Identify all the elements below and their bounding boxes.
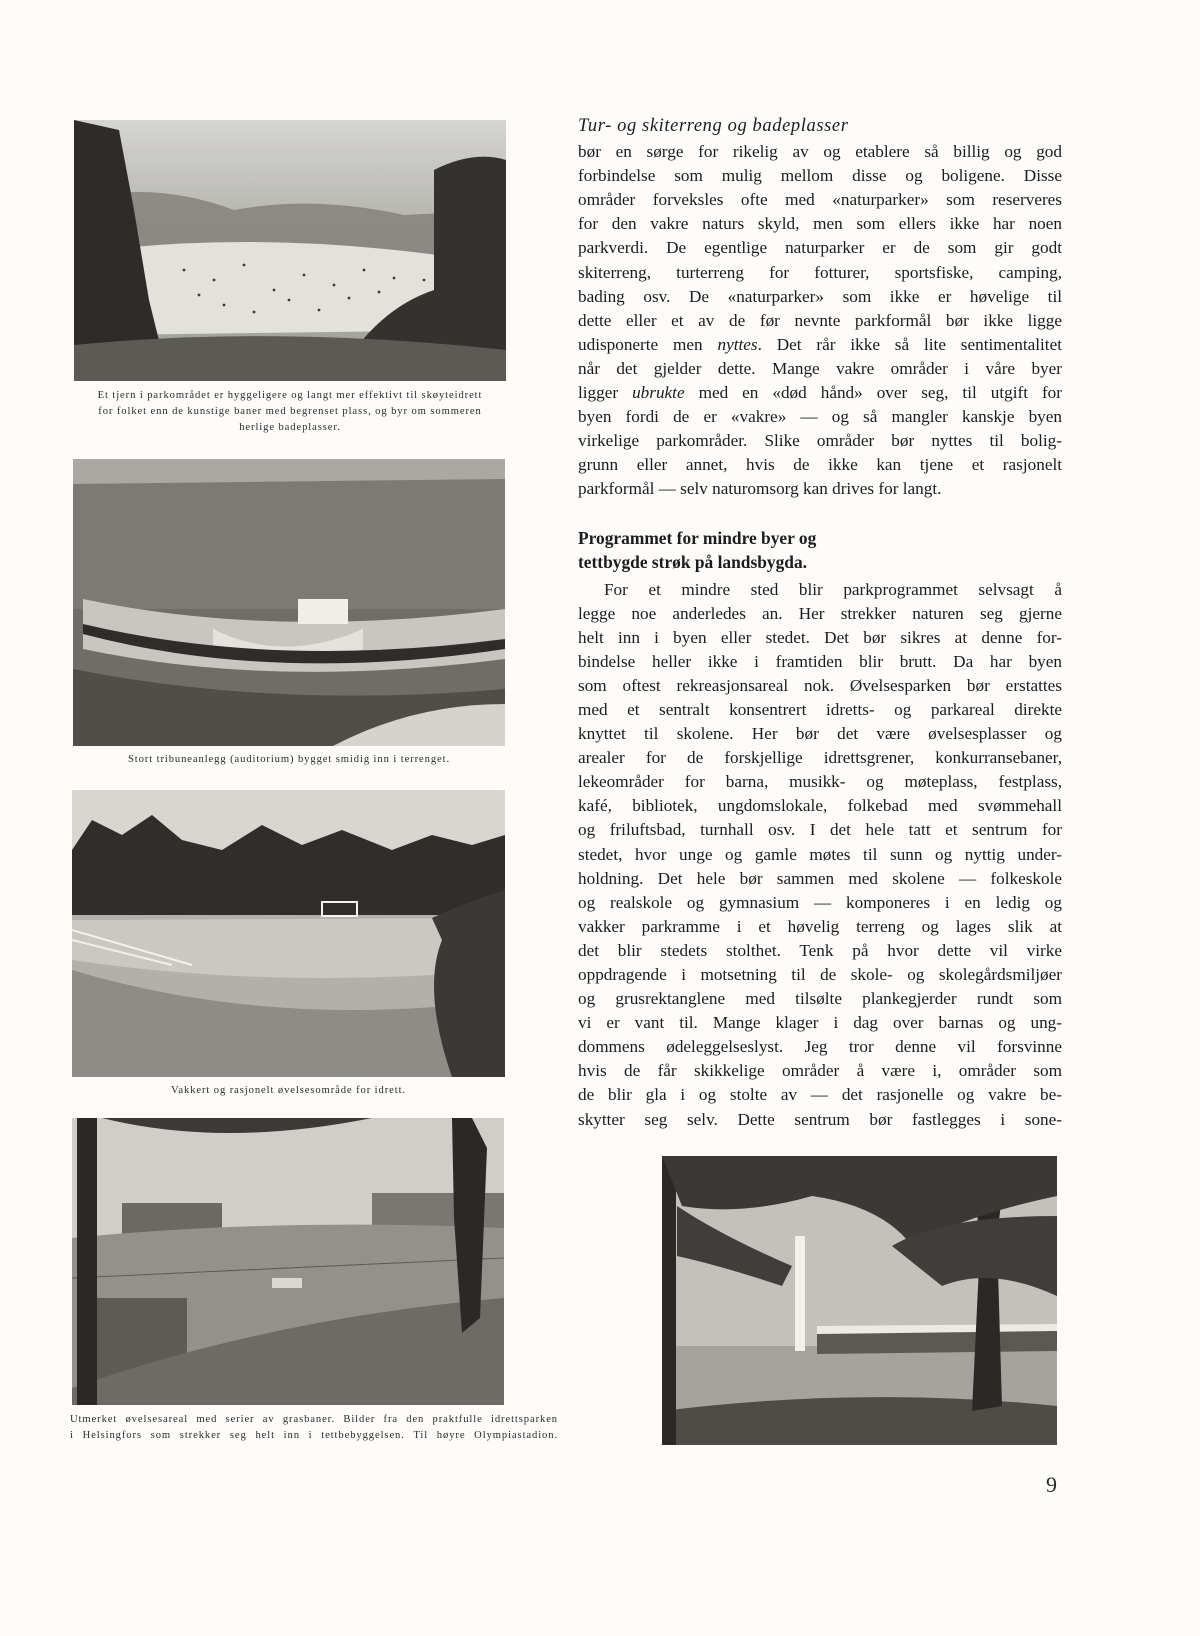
- text-line: og friluftsbad, turnhall osv. I det hele tatt et sentrum for: [578, 820, 1062, 840]
- text-line: kafé, bibliotek, ungdomslokale, folkebad med svømmehall: [578, 796, 1062, 816]
- section1-body: [578, 140, 1062, 501]
- text-line: parkverdi. De egentlige naturparker er de som gir godt: [578, 238, 1062, 258]
- photo4-caption: Utmerket øvelsesareal med serier av grasbaner. Bilder fra den praktfulle idrettsparken i Helsingfors som strekker seg helt inn i tettbebyggelsen. Til høyre Olympiastadion.: [70, 1414, 558, 1441]
- text-line: når det gjelder dette. Mange vakre områder i våre byer: [578, 358, 1062, 378]
- text-line: helt inn i byen eller stedet. Det bør sikres at denne for-: [578, 627, 1062, 647]
- text-line: skytter seg selv. Dette sentrum bør fastlegges i sone-: [578, 1109, 1062, 1129]
- text-line: parkformål — selv naturomsorg kan drives for langt.: [578, 479, 942, 499]
- text-line: det blir stedets stolthet. Tenk på hvor dette vil virke: [578, 940, 1062, 960]
- page-number: 9: [1046, 1472, 1057, 1497]
- text-line: som oftest rekreasjonsareal nok. Øvelsesparken bør erstattes: [578, 675, 1062, 695]
- text-line: vi er vant til. Mange klager i dag over barnas og ung-: [578, 1013, 1062, 1033]
- section2-body: [578, 578, 1062, 1132]
- photo-sports-field: [72, 790, 505, 1077]
- text-line: virkelige parkområder. Slike områder bør nyttes til bolig-: [578, 431, 1062, 451]
- photo2-caption: Stort tribuneanlegg (auditorium) bygget smidig inn i terrenget.: [127, 754, 451, 765]
- section1-heading: Tur- og skiterreng og badeplasser: [578, 116, 849, 136]
- text-line: grunn eller annet, hvis de ikke kan tjene et rasjonelt: [578, 455, 1062, 475]
- text-line: med et sentralt konsentrert idretts- og parkareal direkte: [578, 699, 1062, 719]
- text-line: forbindelse som mulig mellom disse og boligene. Disse: [578, 166, 1062, 186]
- photo-auditorium: [73, 459, 505, 746]
- text-line: For et mindre sted blir parkprogrammet selvsagt å: [604, 579, 1062, 599]
- text-line: for den vakre naturs skyld, men som ellers ikke har noen: [578, 214, 1062, 234]
- article-column: [578, 114, 1062, 1132]
- photo3-caption: Vakkert og rasjonelt øvelsesområde for idrett.: [171, 1085, 406, 1096]
- text-line: legge noe anderledes an. Her strekker naturen seg gjerne: [578, 603, 1062, 623]
- text-line: bading osv. De «naturparker» som ikke er høvelige til: [578, 286, 1062, 306]
- photo-helsinki-park: [72, 1118, 504, 1405]
- text-line: dette eller et av de før nevnte parkformål bør ikke ligge: [578, 310, 1062, 330]
- text-line: de blir gla i og stolte av — det rasjonelle og vakre be-: [578, 1085, 1062, 1105]
- text-line: knyttet til skolene. Her bør det være øvelsesplasser og: [578, 724, 1062, 744]
- text-line: lekeområder for barna, musikk- og møteplass, festplass,: [578, 772, 1062, 792]
- section2-heading-line1: Programmet for mindre byer og: [578, 527, 817, 548]
- text-line: områder forveksles ofte med «naturparker» som reserveres: [578, 190, 1062, 210]
- text-line: bindelse heller ikke i framtiden blir brutt. Da har byen: [578, 651, 1062, 671]
- text-line: stedet, hvor unge og gamle møtes til sunn og nyttig under-: [578, 844, 1062, 864]
- text-line: oppdragende i motsetning til de skole- og skolegårdsmiljøer: [578, 965, 1062, 984]
- text-line: bør en sørge for rikelig av og etablere så billig og god: [578, 142, 1062, 162]
- text-line: arealer for de forskjellige idrettsgrener, konkurransebaner,: [578, 748, 1062, 768]
- text-line: og grusrektanglene med tilsølte plankegjerder rundt som: [578, 989, 1062, 1009]
- photo-skating-lake: [74, 120, 506, 381]
- text-line: vakker parkramme i et høvelig terreng og lages slik at: [578, 916, 1062, 936]
- text-line: udisponerte men nyttes. Det rår ikke så lite sentimentalitet: [578, 334, 1062, 354]
- photo-olympic-stadium: [662, 1156, 1057, 1445]
- text-line: ligger ubrukte med en «død hånd» over seg, til utgift for: [578, 383, 1062, 403]
- section2-heading-line2: tettbygde strøk på landsbygda.: [578, 551, 808, 572]
- text-line: byen fordi de er «vakre» — og så mangler kanskje byen: [578, 407, 1062, 427]
- text-line: dommens ødeleggelseslyst. Jeg tror denne vil forsvinne: [578, 1037, 1062, 1057]
- text-line: skiterreng, turterreng for fotturer, sportsfiske, camping,: [578, 262, 1062, 282]
- text-line: og realskole og gymnasium — komponeres i en ledig og: [578, 892, 1062, 912]
- photo1-caption: Et tjern i parkområdet er hyggeligere og langt mer effektivt til skøyteidrett for folket enn de kunstige baner med begrenset plass, og byr om sommeren herlige badeplasser.: [97, 390, 483, 433]
- text-line: holdning. Det hele bør sammen med skolene — folkeskole: [578, 868, 1062, 888]
- text-line: hvis de får skikkelige områder å være i, områder som: [578, 1061, 1062, 1081]
